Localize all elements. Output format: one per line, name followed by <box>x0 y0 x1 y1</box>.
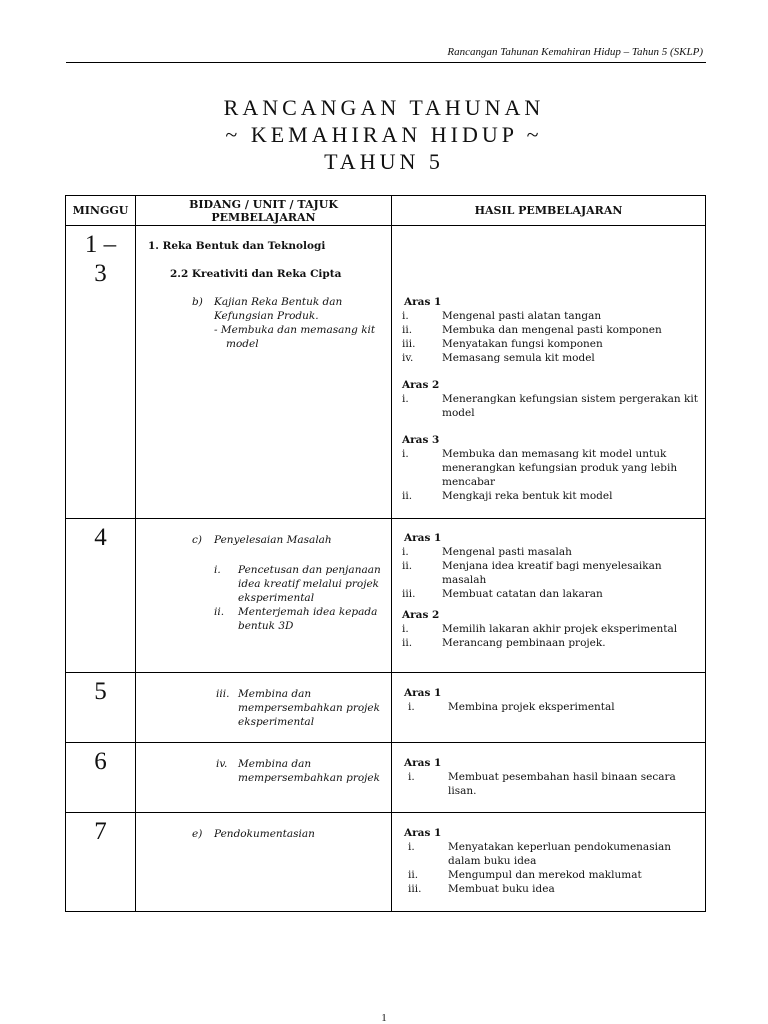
subunit-title: 2.2 Kreativiti dan Reka Cipta <box>170 268 342 280</box>
running-header: Rancangan Tahunan Kemahiran Hidup – Tahun 5 (SKLP) <box>447 46 703 58</box>
week-cell <box>66 813 136 912</box>
table-row <box>66 226 706 519</box>
table-header-row <box>66 196 706 226</box>
list-item: iii. Membuat buku idea <box>408 883 555 895</box>
unit-cell <box>136 813 392 912</box>
list-item: i. Mengenal pasti alatan tangan <box>402 310 602 322</box>
list-item: i. Membuka dan memasang kit model untuk menerangkan kefungsian produk yang lebih mencabar <box>402 448 678 488</box>
week-cell <box>66 743 136 813</box>
outcome-cell <box>392 226 706 519</box>
unit-cell <box>136 673 392 743</box>
subtopic: ii. Menterjemah idea kepada bentuk 3D <box>214 605 387 633</box>
subtopic-text: Menterjemah idea kepada bentuk 3D <box>238 606 378 632</box>
list-item: ii. Merancang pembinaan projek. <box>402 637 606 649</box>
title-line-3: TAHUN 5 <box>324 149 444 174</box>
col-header-week: MINGGU <box>66 196 136 226</box>
topic-text: Kefungsian Produk. <box>214 310 319 322</box>
list-item: ii. Mengkaji reka bentuk kit model <box>402 490 613 502</box>
level-label: Aras 1 <box>404 532 442 544</box>
topic-text: Pendokumentasian <box>214 828 315 840</box>
outcome-cell <box>392 813 706 912</box>
list-item: i. Menerangkan kefungsian sistem pergerakan kit model <box>402 393 698 419</box>
level-label: Aras 1 <box>404 687 442 699</box>
table-row <box>66 519 706 673</box>
unit-title: 1. Reka Bentuk dan Teknologi <box>148 240 326 252</box>
topic-text: Penyelesaian Masalah <box>214 534 332 546</box>
page-number: 1 <box>381 1012 387 1024</box>
outcome-cell <box>392 519 706 673</box>
level-label: Aras 1 <box>404 296 442 308</box>
title-line-1: RANCANGAN TAHUNAN <box>223 95 545 120</box>
week-cell <box>66 673 136 743</box>
document-title <box>0 94 768 175</box>
subtopic-text: model <box>226 338 259 350</box>
header-rule <box>66 62 706 63</box>
topic <box>192 533 391 547</box>
subtopic: iv. Membina dan mempersembahkan projek <box>216 757 387 785</box>
subtopic-text: Membina dan mempersembahkan projek eksperimental <box>238 688 381 728</box>
topic-marker: c) <box>192 534 202 546</box>
topic-marker: e) <box>192 828 203 840</box>
list-item: iii. Membuat catatan dan lakaran <box>402 588 603 600</box>
subtopic: iii. Membina dan mempersembahkan projek eksperimental <box>216 687 387 729</box>
table-row <box>66 813 706 912</box>
week-cell <box>66 226 136 519</box>
list-item: i. Menyatakan keperluan pendokumenasian dalam buku idea <box>408 841 671 867</box>
topic <box>192 827 391 841</box>
topic-text: Kajian Reka Bentuk dan <box>214 296 343 308</box>
list-item: i. Memilih lakaran akhir projek eksperimental <box>402 623 678 635</box>
unit-cell <box>136 743 392 813</box>
col-header-unit: BIDANG / UNIT / TAJUK PEMBELAJARAN <box>136 196 392 226</box>
level-label: Aras 1 <box>404 827 442 839</box>
week-label: 6 <box>94 748 107 775</box>
col-header-outcome: HASIL PEMBELAJARAN <box>392 196 706 226</box>
week-label: 7 <box>94 818 107 845</box>
level-label: Aras 3 <box>402 434 440 446</box>
level-label: Aras 2 <box>402 609 440 621</box>
list-item: i. Membuat pesembahan hasil binaan secara lisan. <box>408 771 676 797</box>
title-line-2: ~ KEMAHIRAN HIDUP ~ <box>225 122 543 147</box>
list-item: i. Membina projek eksperimental <box>408 701 615 713</box>
week-label: 5 <box>94 678 107 705</box>
level-label: Aras 1 <box>404 757 442 769</box>
unit-cell <box>136 226 392 519</box>
subtopic: i. Pencetusan dan penjanaan idea kreatif melalui projek eksperimental <box>214 563 387 605</box>
week-cell <box>66 519 136 673</box>
subtopic-text: Membina dan mempersembahkan projek <box>238 758 381 784</box>
list-item: iv. Memasang semula kit model <box>402 352 595 364</box>
week-label: 4 <box>94 524 107 551</box>
outcome-cell <box>392 673 706 743</box>
week-label: 3 <box>94 260 107 287</box>
table-row <box>66 743 706 813</box>
list-item: ii. Menjana idea kreatif bagi menyelesaikan masalah <box>402 560 662 586</box>
topic-marker: b) <box>192 296 203 308</box>
topic <box>192 295 391 351</box>
level-label: Aras 2 <box>402 379 440 391</box>
subtopic-text: Pencetusan dan penjanaan idea kreatif melalui projek eksperimental <box>238 564 381 604</box>
list-item: ii. Mengumpul dan merekod maklumat <box>408 869 642 881</box>
list-item: iii. Menyatakan fungsi komponen <box>402 338 603 350</box>
table-row <box>66 673 706 743</box>
outcome-cell <box>392 743 706 813</box>
list-item: ii. Membuka dan mengenal pasti komponen <box>402 324 662 336</box>
week-label: 1 – <box>84 231 117 258</box>
subtopic-text: - Membuka dan memasang kit <box>214 324 376 336</box>
unit-cell <box>136 519 392 673</box>
plan-table <box>65 195 706 912</box>
list-item: i. Mengenal pasti masalah <box>402 546 572 558</box>
